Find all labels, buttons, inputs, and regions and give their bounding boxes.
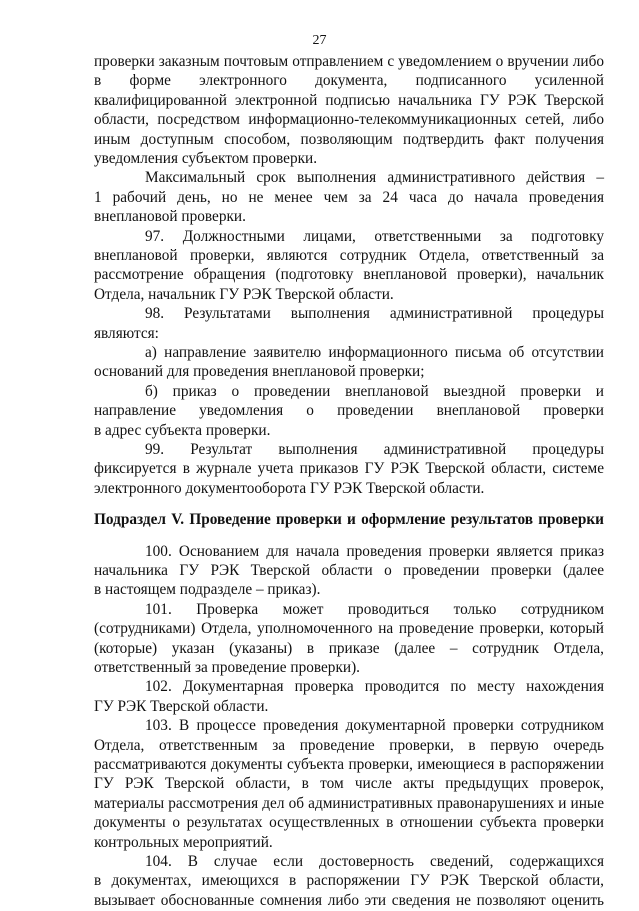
text-line: иным доступным способом, позволяющим подтвердить факт получения [94, 130, 604, 148]
text-line: внеплановой проверки. [94, 208, 246, 226]
text-line: Отдела, начальник ГУ РЭК Тверской области. [94, 285, 394, 303]
text-line: начальника ГУ РЭК Тверской области о проведении проверки (далее [94, 562, 604, 579]
text-line: документы о результатах осуществленных в отношении субъекта проверки [94, 814, 604, 832]
text-line: оснований для проведения внеплановой проверки; [94, 363, 425, 381]
text-line: 99. Результат выполнения административной процедуры [145, 441, 604, 458]
text-line: рассматриваются документы субъекта проверки, имеющиеся в распоряжении [94, 756, 604, 773]
text-line: области, посредством информационно-телекоммуникационных сетей, либо [94, 111, 604, 129]
text-line: внеплановой проверки, являются сотрудник Отдела, ответственный за [94, 247, 604, 264]
text-line: (которые) указан (указаны) в приказе (далее – сотрудник Отдела, [94, 639, 604, 657]
text-line: в документах, имеющихся в распоряжении ГУ РЭК Тверской области, [94, 872, 604, 890]
text-line: в форме электронного документа, подписанного усиленной [94, 72, 604, 90]
text-line: являются: [94, 324, 159, 342]
text-line: рассмотрение обращения (подготовку внеплановой проверки), начальник [94, 266, 604, 284]
text-line: квалифицированной электронной подписью начальника ГУ РЭК Тверской [94, 91, 604, 109]
text-line: направление уведомления о проведении внеплановой проверки [94, 402, 604, 420]
text-line: контрольных мероприятий. [94, 833, 273, 851]
text-line: электронного документооборота ГУ РЭК Тверской области. [94, 479, 485, 497]
text-line: материалы рассмотрения дел об административных правонарушениях и иные [94, 794, 604, 812]
text-line: проверки заказным почтовым отправлением с уведомлением о вручении либо [94, 53, 604, 70]
text-line: уведомления субъектом проверки. [94, 150, 318, 167]
text-line: 1 рабочий день, но не менее чем за 24 часа до начала проведения [94, 188, 604, 206]
text-line: вызывает обоснованные сомнения либо эти сведения не позволяют оценить [94, 891, 604, 909]
text-line: ГУ РЭК Тверской области. [94, 697, 269, 715]
text-line: Максимальный срок выполнения административного действия – [145, 169, 604, 187]
text-line: в настоящем подразделе – приказ). [94, 581, 321, 599]
text-line: Отдела, ответственным за проведение проверки, в первую очередь [94, 736, 604, 754]
text-line: 104. В случае если достоверность сведений, содержащихся [145, 853, 604, 870]
text-line: в адрес субъекта проверки. [94, 421, 271, 439]
text-line: 101. Проверка может проводиться только сотрудником [145, 600, 604, 618]
text-line: (сотрудниками) Отдела, уполномоченного на проведение проверки, который [94, 620, 604, 638]
text-line: а) направление заявителю информационного письма об отсутствии [145, 344, 604, 361]
text-line: 98. Результатами выполнения административной процедуры [145, 305, 604, 323]
text-line: фиксируется в журнале учета приказов ГУ РЭК Тверской области, системе [94, 460, 604, 478]
text-line: 100. Основанием для начала проведения проверки является приказ [145, 542, 604, 560]
section-heading: Подраздел V. Проведение проверки и оформление результатов проверки [94, 511, 604, 529]
text-line: 103. В процессе проведения документарной проверки сотрудником [145, 717, 604, 735]
text-line: ответственный за проведение проверки). [94, 659, 360, 676]
text-line: 97. Должностными лицами, ответственными за подготовку [145, 227, 604, 245]
page-number: 27 [312, 33, 327, 48]
text-line: ГУ РЭК Тверской области, в том числе акты предыдущих проверок, [94, 775, 604, 793]
text-line: б) приказ о проведении внеплановой выездной проверки и [145, 382, 604, 400]
text-line: 102. Документарная проверка проводится по месту нахождения [145, 678, 604, 696]
